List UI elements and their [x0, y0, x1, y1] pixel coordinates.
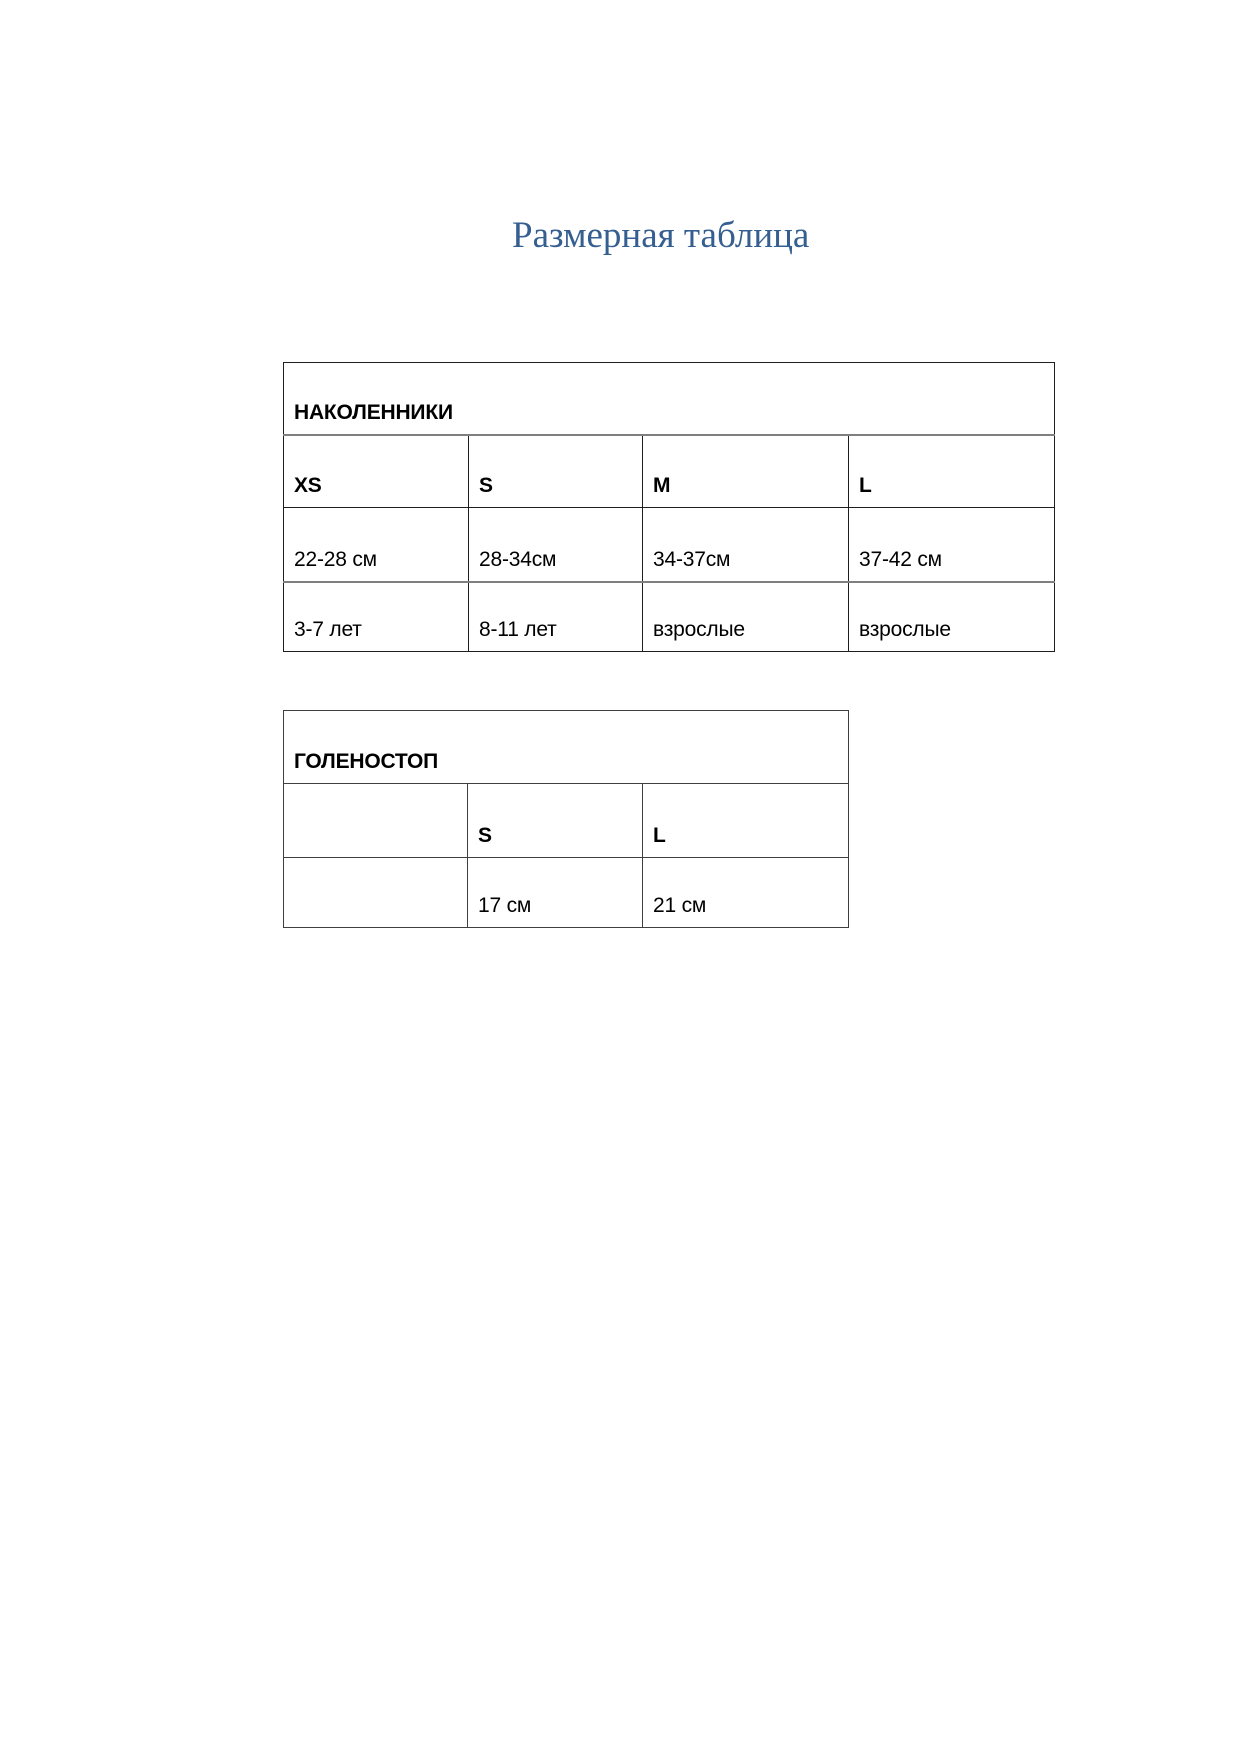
age-cell: 8-11 лет	[469, 582, 643, 652]
size-header-cell: L	[849, 435, 1055, 508]
circumference-cell: 37-42 см	[849, 508, 1055, 583]
size-header-cell: L	[643, 784, 849, 858]
circumference-cell: 22-28 см	[284, 508, 469, 583]
empty-cell	[284, 858, 468, 928]
table-row	[284, 858, 849, 928]
circumference-cell: 34-37см	[643, 508, 849, 583]
length-cell: 21 см	[643, 858, 849, 928]
size-header-cell: S	[468, 784, 643, 858]
page-title: Размерная таблица	[512, 215, 810, 256]
table-row	[284, 784, 849, 858]
empty-cell	[284, 784, 468, 858]
table-row	[284, 363, 1055, 436]
length-cell: 17 см	[468, 858, 643, 928]
age-cell: взрослые	[849, 582, 1055, 652]
table-row	[284, 711, 849, 784]
age-cell: взрослые	[643, 582, 849, 652]
table-row	[284, 508, 1055, 583]
size-header-cell: M	[643, 435, 849, 508]
table-row	[284, 435, 1055, 508]
circumference-cell: 28-34см	[469, 508, 643, 583]
size-header-cell: S	[469, 435, 643, 508]
ankle-brace-size-table	[283, 710, 849, 928]
table-row	[284, 582, 1055, 652]
age-cell: 3-7 лет	[284, 582, 469, 652]
ankle-table-title-cell: ГОЛЕНОСТОП	[284, 711, 849, 784]
size-header-cell: XS	[284, 435, 469, 508]
knee-table-title-cell: НАКОЛЕННИКИ	[284, 363, 1055, 436]
knee-pads-size-table	[283, 362, 1055, 652]
